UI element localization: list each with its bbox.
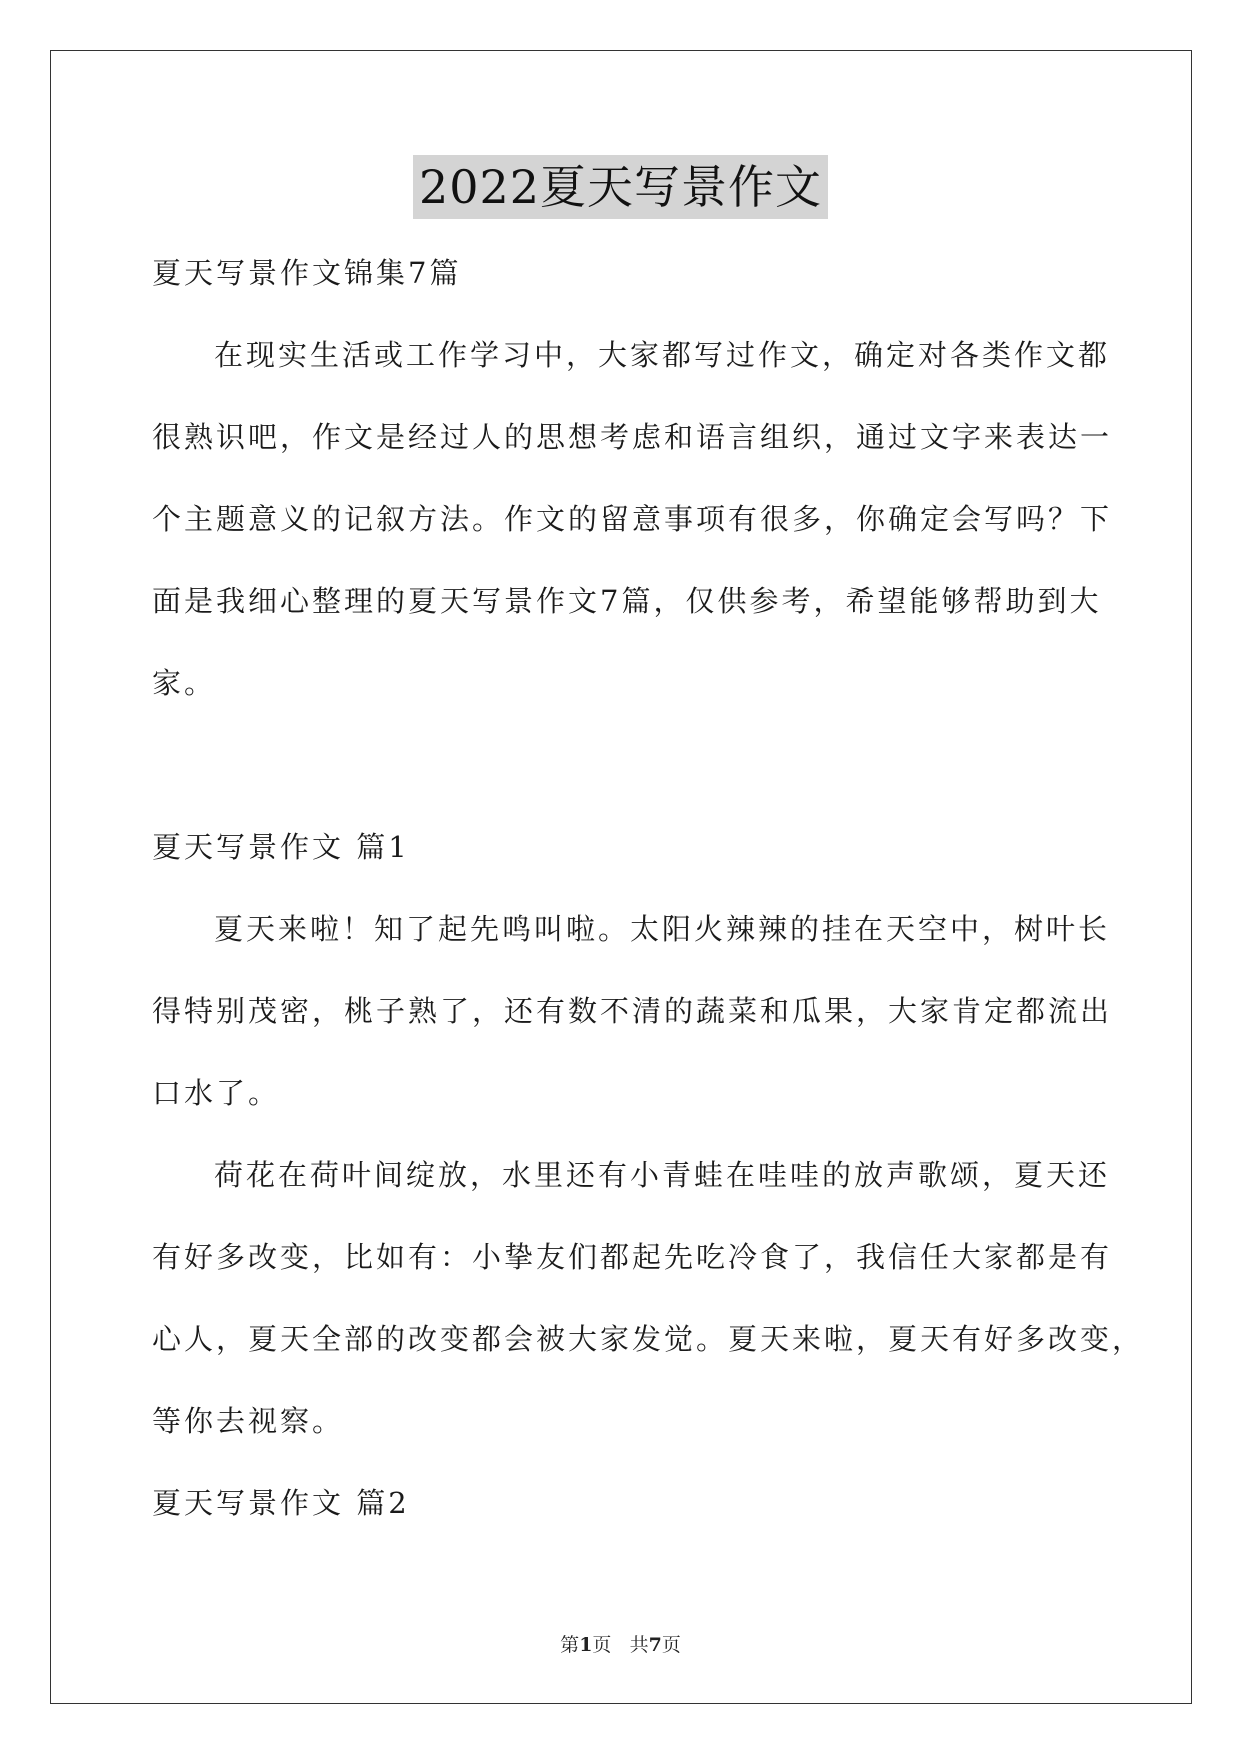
text-line: 夏天来啦！知了起先鸣叫啦。太阳火辣辣的挂在天空中，树叶长 bbox=[214, 912, 1111, 946]
text-line: 家。 bbox=[152, 666, 217, 700]
footer-total-prefix: 共 bbox=[629, 1634, 649, 1656]
blank-line bbox=[152, 724, 1102, 806]
total-pages-number: 7 bbox=[648, 1634, 662, 1656]
text-line: 个主题意义的记叙方法。作文的留意事项有很多，你确定会写吗？下 bbox=[152, 502, 1113, 536]
text-line: 心人，夏天全部的改变都会被大家发觉。夏天来啦，夏天有好多改变， bbox=[152, 1322, 1145, 1356]
document-title: 2022夏天写景作文 bbox=[413, 155, 828, 219]
text-line: 有好多改变，比如有：小挚友们都起先吃冷食了，我信任大家都是有 bbox=[152, 1240, 1113, 1274]
section-heading-1: 夏天写景作文 篇1 bbox=[152, 830, 410, 864]
text-line: 口水了。 bbox=[152, 1076, 281, 1110]
current-page-number: 1 bbox=[579, 1634, 593, 1656]
text-line: 在现实生活或工作学习中，大家都写过作文，确定对各类作文都 bbox=[214, 338, 1111, 372]
title-container bbox=[0, 155, 1241, 219]
footer-page-suffix: 页 bbox=[592, 1634, 612, 1656]
page-footer bbox=[0, 1630, 1241, 1657]
footer-prefix: 第 bbox=[560, 1634, 580, 1656]
text-line: 荷花在荷叶间绽放，水里还有小青蛙在哇哇的放声歌颂，夏天还 bbox=[214, 1158, 1111, 1192]
document-body bbox=[152, 232, 1145, 1544]
section1-paragraph-1 bbox=[152, 888, 1113, 1134]
footer-total-suffix: 页 bbox=[661, 1634, 681, 1656]
text-line: 等你去视察。 bbox=[152, 1404, 345, 1438]
collection-subtitle: 夏天写景作文锦集7篇 bbox=[152, 256, 462, 290]
section1-paragraph-2 bbox=[152, 1134, 1145, 1462]
intro-paragraph bbox=[152, 314, 1113, 724]
text-line: 面是我细心整理的夏天写景作文7篇，仅供参考，希望能够帮助到大 bbox=[152, 584, 1102, 618]
section-heading-2: 夏天写景作文 篇2 bbox=[152, 1486, 410, 1520]
text-line: 得特别茂密，桃子熟了，还有数不清的蔬菜和瓜果，大家肯定都流出 bbox=[152, 994, 1113, 1028]
text-line: 很熟识吧，作文是经过人的思想考虑和语言组织，通过文字来表达一 bbox=[152, 420, 1113, 454]
